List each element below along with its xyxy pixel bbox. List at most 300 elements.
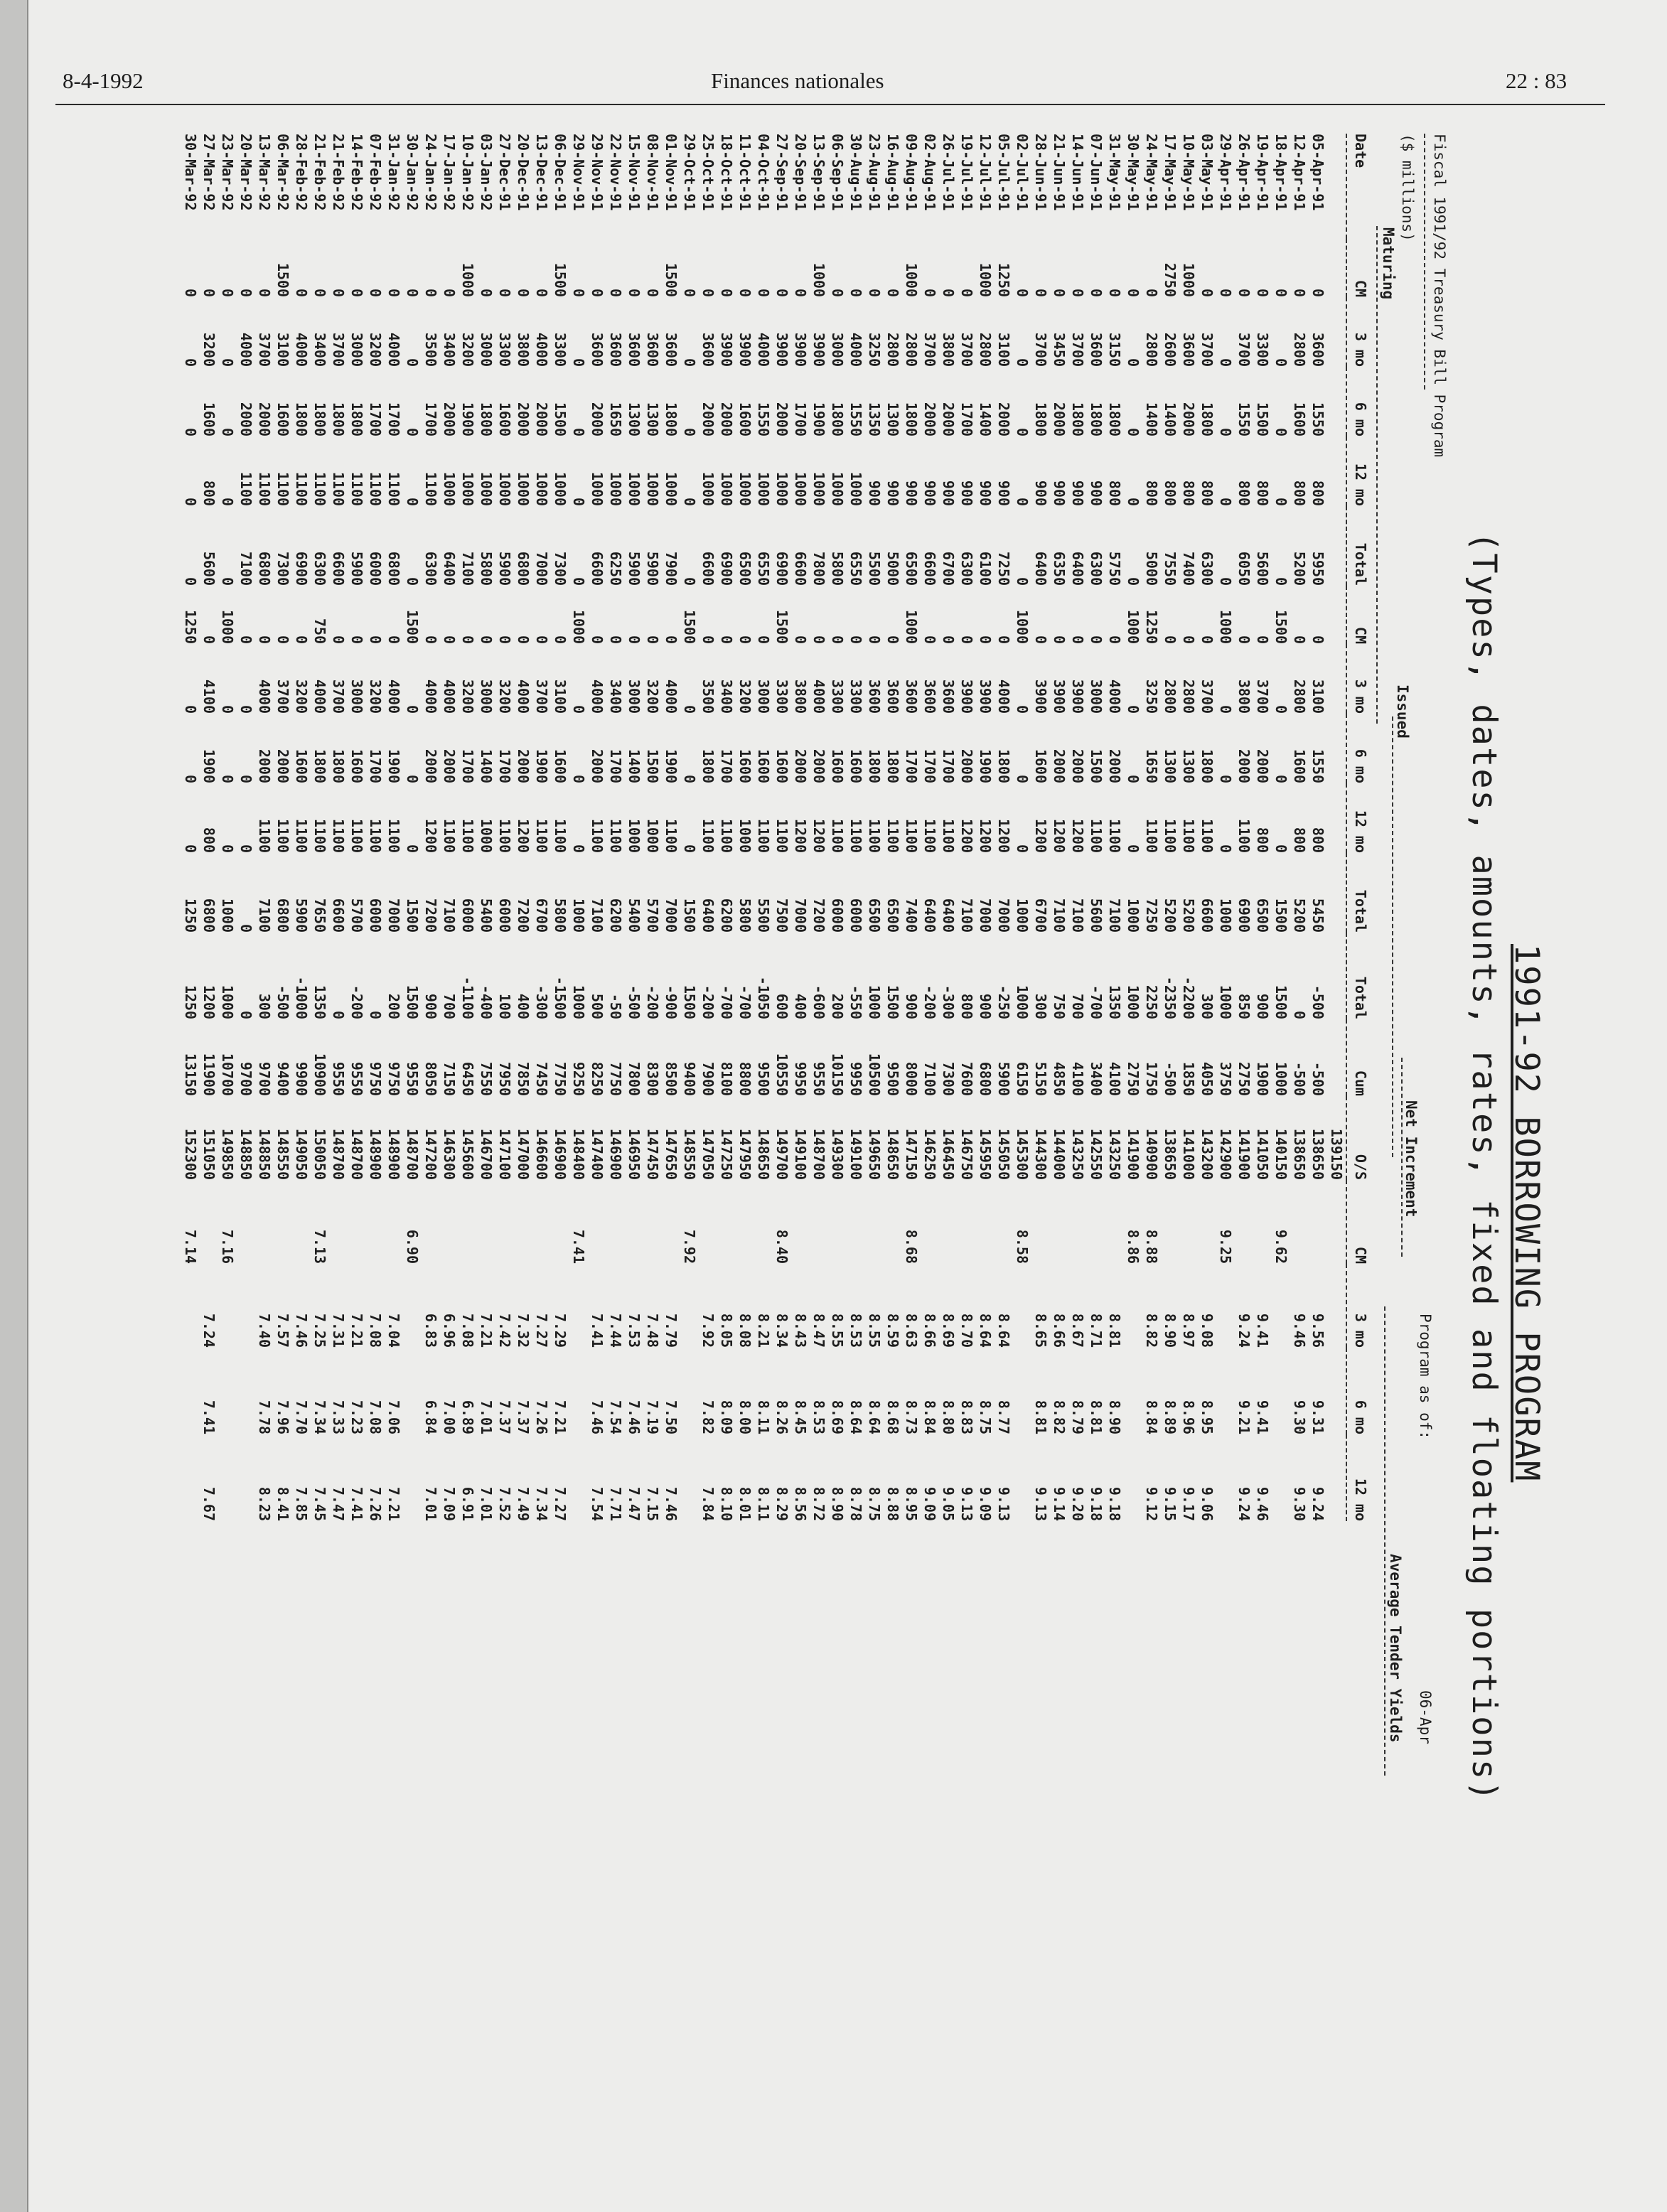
table-cell xyxy=(1216,1264,1235,1348)
table-cell: 3700 xyxy=(921,332,938,367)
table-cell: 0 xyxy=(422,288,439,297)
table-cell: 3700 xyxy=(1032,332,1049,367)
table-cell xyxy=(551,1180,569,1264)
table-cell: 900 xyxy=(995,480,1012,506)
table-cell: 1100 xyxy=(903,818,920,853)
table-cell: 0 xyxy=(404,704,421,714)
table-cell: 138650 xyxy=(1291,1128,1308,1180)
table-cell: 8.80 xyxy=(940,1400,957,1434)
table-cell: 0 xyxy=(1106,635,1123,644)
table-cell xyxy=(477,1180,495,1264)
table-cell: 7.34 xyxy=(533,1486,550,1521)
table-cell: 0 xyxy=(237,923,254,933)
table-cell: 1100 xyxy=(1199,818,1216,853)
table-cell: 1600 xyxy=(274,402,291,436)
table-cell: 2800 xyxy=(977,332,994,367)
table-cell: 0 xyxy=(182,844,199,853)
table-cell: 6500 xyxy=(903,551,920,586)
table-cell: 0 xyxy=(1162,635,1179,644)
table-cell: 2000 xyxy=(773,402,790,436)
table-cell: 0 xyxy=(219,576,236,586)
table-cell: 0 xyxy=(219,497,236,506)
table-row xyxy=(329,134,348,1521)
table-cell: 1000 xyxy=(478,818,495,853)
table-cell: 3200 xyxy=(459,679,476,714)
table-cell: 1100 xyxy=(829,818,846,853)
table-row xyxy=(292,134,311,1521)
table-cell: 8300 xyxy=(644,1061,661,1096)
table-cell: 0 xyxy=(866,635,883,644)
table-cell: 8.73 xyxy=(903,1400,920,1434)
table-cell: 0 xyxy=(681,288,698,297)
table-cell: 6000 xyxy=(829,898,846,933)
table-cell: 0 xyxy=(533,635,550,644)
table-cell: 7.08 xyxy=(367,1313,384,1348)
table-cell: 1000 xyxy=(810,471,827,506)
table-cell: 3000 xyxy=(478,332,495,367)
table-cell: 7200 xyxy=(422,898,439,933)
table-cell: 141000 xyxy=(1180,1128,1197,1180)
table-cell: 4000 xyxy=(589,679,606,714)
table-cell: 05-Apr-91 xyxy=(1309,134,1326,211)
table-cell: 0 xyxy=(515,635,532,644)
table-cell: 145300 xyxy=(1014,1128,1031,1180)
table-cell: 0 xyxy=(681,427,698,436)
table-cell: 1400 xyxy=(478,748,495,783)
table-cell: 4000 xyxy=(311,679,328,714)
table-cell: 1600 xyxy=(552,748,569,783)
table-cell: 0 xyxy=(404,844,421,853)
table-cell: 0 xyxy=(478,635,495,644)
table-cell: 2000 xyxy=(256,402,273,436)
table-cell: 8.26 xyxy=(773,1400,790,1434)
table-cell xyxy=(921,1180,939,1264)
table-cell: 5800 xyxy=(478,551,495,586)
table-cell: 6500 xyxy=(884,898,901,933)
table-cell: 23-Aug-91 xyxy=(866,134,883,211)
table-cell: 1500 xyxy=(274,262,291,297)
table-cell: 0 xyxy=(755,288,772,297)
table-row xyxy=(274,134,292,1521)
table-cell: 6800 xyxy=(274,898,291,933)
table-cell: 5700 xyxy=(348,898,365,933)
table-cell: 2800 xyxy=(1180,679,1197,714)
table-cell: 0 xyxy=(404,576,421,586)
table-cell: 0 xyxy=(1125,427,1142,436)
table-cell: 8.82 xyxy=(1143,1313,1160,1348)
table-cell: 150050 xyxy=(311,1128,328,1180)
table-cell: 1800 xyxy=(330,402,347,436)
table-cell: 18-Apr-91 xyxy=(1272,134,1290,211)
table-cell: 700 xyxy=(1069,993,1086,1019)
table-cell xyxy=(1327,933,1346,1019)
table-cell: 1000 xyxy=(626,471,643,506)
table-cell xyxy=(588,1180,606,1264)
table-cell: 6550 xyxy=(755,551,772,586)
table-cell: 3700 xyxy=(330,332,347,367)
table-cell: 21-Feb-92 xyxy=(311,134,328,211)
table-cell: 1000 xyxy=(644,471,661,506)
table-cell: 1650 xyxy=(1143,748,1160,783)
table-cell: 0 xyxy=(404,774,421,783)
table-cell: 1000 xyxy=(607,471,624,506)
table-cell: 8.01 xyxy=(736,1486,754,1521)
table-cell: 07-Jun-91 xyxy=(1088,134,1105,211)
table-cell: 6800 xyxy=(200,898,218,933)
table-cell: 5600 xyxy=(200,551,218,586)
table-cell xyxy=(1272,1348,1290,1434)
table-cell: 2750 xyxy=(1162,262,1179,297)
table-cell: 0 xyxy=(1235,288,1253,297)
table-cell: 2800 xyxy=(1291,679,1308,714)
table-cell: 0 xyxy=(644,288,661,297)
table-cell: 1800 xyxy=(903,402,920,436)
table-cell: 8.66 xyxy=(921,1313,938,1348)
table-cell: 6500 xyxy=(1254,898,1271,933)
table-cell: 8.89 xyxy=(1162,1400,1179,1434)
table-cell xyxy=(680,1264,699,1348)
table-cell: 4000 xyxy=(810,679,827,714)
table-cell: 7.01 xyxy=(478,1400,495,1434)
table-cell: 0 xyxy=(1014,844,1031,853)
table-cell: 1000 xyxy=(570,609,587,644)
table-cell: 1500 xyxy=(552,402,569,436)
table-cell: 600 xyxy=(773,993,790,1019)
table-cell: 9950 xyxy=(847,1061,864,1096)
table-cell: 13-Dec-91 xyxy=(533,134,550,211)
table-cell xyxy=(366,1180,385,1264)
table-cell: 3600 xyxy=(1309,332,1326,367)
table-cell: 1700 xyxy=(607,748,624,783)
table-cell: 2800 xyxy=(1291,332,1308,367)
table-cell: 0 xyxy=(1217,844,1234,853)
table-cell: 0 xyxy=(681,497,698,506)
table-cell: 0 xyxy=(1125,497,1142,506)
table-cell: 7.06 xyxy=(385,1400,402,1434)
table-cell: 2000 xyxy=(589,402,606,436)
table-cell: 2000 xyxy=(422,748,439,783)
table-cell: 900 xyxy=(866,480,883,506)
table-cell: 149300 xyxy=(829,1128,846,1180)
table-cell: 100 xyxy=(496,993,513,1019)
table-cell: 6800 xyxy=(515,551,532,586)
table-cell: 1000 xyxy=(496,471,513,506)
table-cell xyxy=(791,1180,810,1264)
table-cell: 0 xyxy=(958,288,975,297)
table-cell: 0 xyxy=(1217,427,1234,436)
table-cell: 1850 xyxy=(1180,1061,1197,1096)
table-cell: 7900 xyxy=(663,551,680,586)
table-cell xyxy=(1068,1180,1087,1264)
group-maturing: Maturing xyxy=(1380,227,1397,300)
table-cell: 13150 xyxy=(182,1053,199,1096)
table-row xyxy=(680,134,699,1521)
table-cell: 1000 xyxy=(1014,609,1031,644)
table-cell: 147000 xyxy=(515,1128,532,1180)
table-cell: 140150 xyxy=(1272,1128,1290,1180)
table-cell: 1900 xyxy=(385,748,402,783)
binding-edge xyxy=(0,0,28,2212)
table-cell: 7.53 xyxy=(626,1313,643,1348)
table-cell: 8.81 xyxy=(1032,1400,1049,1434)
table-cell: 7.85 xyxy=(293,1486,310,1521)
table-cell: 1100 xyxy=(385,471,402,506)
table-cell: 7.78 xyxy=(256,1400,273,1434)
table-cell: 146900 xyxy=(607,1128,624,1180)
column-header: Total xyxy=(1346,933,1374,1019)
table-cell: 2000 xyxy=(256,748,273,783)
column-header: 12 mo xyxy=(1346,1434,1374,1521)
table-cell: 7.84 xyxy=(700,1486,717,1521)
table-cell: 1100 xyxy=(773,818,790,853)
table-cell: 6300 xyxy=(1199,551,1216,586)
table-cell: -500 xyxy=(1162,1061,1179,1096)
table-cell: 0 xyxy=(404,288,421,297)
table-cell: 1100 xyxy=(274,471,291,506)
table-cell: 3200 xyxy=(200,332,218,367)
table-cell: 800 xyxy=(200,480,218,506)
table-cell: 05-Jul-91 xyxy=(995,134,1012,211)
table-cell xyxy=(532,1180,551,1264)
table-cell: 8.64 xyxy=(995,1313,1012,1348)
table-cell: 0 xyxy=(755,635,772,644)
table-cell: 3900 xyxy=(977,679,994,714)
table-cell: 7.54 xyxy=(589,1486,606,1521)
table-cell: 7.23 xyxy=(348,1400,365,1434)
table-cell: 1250 xyxy=(182,984,199,1019)
table-cell: 1100 xyxy=(1143,818,1160,853)
table-cell: 0 xyxy=(589,288,606,297)
table-cell: 9.15 xyxy=(1162,1486,1179,1521)
table-cell: 0 xyxy=(866,288,883,297)
table-cell: 149700 xyxy=(773,1128,790,1180)
table-cell: 3600 xyxy=(884,679,901,714)
table-cell: 1000 xyxy=(829,471,846,506)
table-cell: 15-Nov-91 xyxy=(626,134,643,211)
table-cell: 4000 xyxy=(422,679,439,714)
table-cell: 7450 xyxy=(533,1061,550,1096)
table-cell: 22-Nov-91 xyxy=(607,134,624,211)
table-cell: 1500 xyxy=(663,262,680,297)
table-cell: 0 xyxy=(829,635,846,644)
table-cell: 0 xyxy=(237,1010,254,1019)
table-cell: 7.25 xyxy=(311,1313,328,1348)
table-row xyxy=(939,134,958,1521)
table-cell: 1600 xyxy=(1291,402,1308,436)
table-cell: 3200 xyxy=(496,679,513,714)
table-cell xyxy=(958,1180,976,1264)
table-cell: 7000 xyxy=(385,898,402,933)
table-cell: 9.21 xyxy=(1235,1400,1253,1434)
table-cell: 02-Jul-91 xyxy=(1014,134,1031,211)
table-cell: 9.18 xyxy=(1088,1486,1105,1521)
table-cell: 0 xyxy=(644,635,661,644)
table-cell xyxy=(1272,1264,1290,1348)
table-cell: 800 xyxy=(200,827,218,853)
table-cell: 3600 xyxy=(903,679,920,714)
table-cell: 147650 xyxy=(663,1128,680,1180)
table-cell: 146600 xyxy=(533,1128,550,1180)
group-issued: Issued xyxy=(1394,684,1411,739)
table-cell: 1600 xyxy=(755,748,772,783)
table-cell: 0 xyxy=(570,704,587,714)
table-cell: 3100 xyxy=(552,679,569,714)
table-row xyxy=(1161,134,1179,1521)
table-cell: 3700 xyxy=(533,679,550,714)
table-cell: 5000 xyxy=(884,551,901,586)
table-cell: 1100 xyxy=(940,818,957,853)
table-cell xyxy=(939,1180,958,1264)
table-cell: 6600 xyxy=(589,551,606,586)
table-cell: 0 xyxy=(1125,844,1142,853)
table-cell: 3800 xyxy=(515,332,532,367)
table-cell: 1200 xyxy=(958,818,975,853)
table-row xyxy=(699,134,717,1521)
table-cell: 1500 xyxy=(644,748,661,783)
table-cell: 145050 xyxy=(995,1128,1012,1180)
table-cell: 2000 xyxy=(237,402,254,436)
table-cell: 7850 xyxy=(515,1061,532,1096)
table-row xyxy=(736,134,754,1521)
table-cell: 900 xyxy=(422,993,439,1019)
table-cell: 3700 xyxy=(256,332,273,367)
table-cell: 3400 xyxy=(1088,1061,1105,1096)
table-cell: 0 xyxy=(1309,635,1326,644)
table-cell: 0 xyxy=(570,358,587,367)
table-cell: 7.37 xyxy=(496,1400,513,1434)
table-cell: -500 xyxy=(274,984,291,1019)
table-cell: 0 xyxy=(940,635,957,644)
table-cell: 300 xyxy=(256,993,273,1019)
table-cell: 7.04 xyxy=(385,1313,402,1348)
table-cell: 11900 xyxy=(200,1053,218,1096)
table-cell: 0 xyxy=(1032,288,1049,297)
table-cell: -50 xyxy=(607,993,624,1019)
table-cell: 1800 xyxy=(1199,748,1216,783)
table-cell: 0 xyxy=(1180,635,1197,644)
table-cell: 800 xyxy=(1235,480,1253,506)
table-cell: 9.17 xyxy=(1180,1486,1197,1521)
table-cell: 1500 xyxy=(404,984,421,1019)
table-cell: 3600 xyxy=(921,679,938,714)
table-cell: 0 xyxy=(330,288,347,297)
table-cell: 0 xyxy=(200,635,218,644)
table-row xyxy=(200,134,218,1521)
table-row xyxy=(754,134,773,1521)
table-cell: 1800 xyxy=(1106,402,1123,436)
table-cell: 1000 xyxy=(903,262,920,297)
table-cell: 8.71 xyxy=(1088,1313,1105,1348)
table-cell: 7.32 xyxy=(515,1313,532,1348)
rotated-table-block xyxy=(139,134,1560,1953)
table-cell: 1000 xyxy=(1180,262,1197,297)
table-cell: 2000 xyxy=(1106,748,1123,783)
table-cell: 900 xyxy=(1032,480,1049,506)
table-cell: 9.62 xyxy=(1272,1229,1290,1264)
table-cell: 0 xyxy=(274,635,291,644)
table-cell: 1800 xyxy=(700,748,717,783)
table-cell: 142550 xyxy=(1088,1128,1105,1180)
table-cell: 6.89 xyxy=(459,1400,476,1434)
table-cell: 900 xyxy=(1051,480,1068,506)
table-cell: 147200 xyxy=(422,1128,439,1180)
table-cell xyxy=(1327,586,1346,644)
table-header-row xyxy=(1346,134,1374,1521)
table-cell: 1100 xyxy=(441,818,458,853)
table-cell: 149100 xyxy=(792,1128,809,1180)
table-cell: 7.14 xyxy=(182,1229,199,1264)
table-cell: 1100 xyxy=(884,818,901,853)
table-cell: 8.75 xyxy=(866,1486,883,1521)
table-cell: 9.31 xyxy=(1309,1400,1326,1434)
program-as-of-label: Program as of: xyxy=(1417,1314,1434,1440)
table-cell: 9550 xyxy=(348,1061,365,1096)
table-cell xyxy=(1327,644,1346,714)
table-cell xyxy=(1105,1180,1124,1264)
table-row xyxy=(958,134,976,1521)
table-cell: 900 xyxy=(1069,480,1086,506)
table-cell: 5800 xyxy=(736,898,754,933)
table-cell: 7100 xyxy=(1106,898,1123,933)
table-cell: 5500 xyxy=(866,551,883,586)
table-cell xyxy=(218,1434,237,1521)
table-cell: 1100 xyxy=(367,818,384,853)
table-cell: 0 xyxy=(182,774,199,783)
table-cell: 900 xyxy=(921,480,938,506)
table-cell: 1300 xyxy=(626,402,643,436)
table-cell: 7.15 xyxy=(644,1486,661,1521)
table-cell: 0 xyxy=(237,288,254,297)
table-cell: 0 xyxy=(237,635,254,644)
table-cell: 1350 xyxy=(1106,984,1123,1019)
table-cell: 7.31 xyxy=(330,1313,347,1348)
table-cell xyxy=(1235,1180,1253,1264)
table-cell: 152300 xyxy=(182,1128,199,1180)
table-cell: 3200 xyxy=(367,332,384,367)
table-cell: -250 xyxy=(995,984,1012,1019)
table-cell: 21-Jun-91 xyxy=(1051,134,1068,211)
table-cell: 2000 xyxy=(1051,402,1068,436)
table-cell: 7.71 xyxy=(607,1486,624,1521)
table-cell: 0 xyxy=(1272,427,1290,436)
table-cell: 7.34 xyxy=(311,1400,328,1434)
table-cell: 9700 xyxy=(237,1061,254,1096)
table-cell xyxy=(810,1180,828,1264)
table-cell: 6400 xyxy=(921,898,938,933)
table-cell: 7.47 xyxy=(626,1486,643,1521)
table-cell: 0 xyxy=(700,635,717,644)
column-header: 6 mo xyxy=(1346,714,1374,783)
table-cell: 7800 xyxy=(810,551,827,586)
table-cell: 7.19 xyxy=(644,1400,661,1434)
fiscal-rule xyxy=(1424,134,1425,390)
table-cell: 8.55 xyxy=(866,1313,883,1348)
table-cell: 140900 xyxy=(1143,1128,1160,1180)
table-cell: 9.24 xyxy=(1309,1486,1326,1521)
table-cell: 27-Dec-91 xyxy=(496,134,513,211)
table-cell: 3700 xyxy=(1235,332,1253,367)
table-cell: 0 xyxy=(626,288,643,297)
table-cell: 1000 xyxy=(718,471,735,506)
table-cell: 7.21 xyxy=(385,1486,402,1521)
table-cell: 7000 xyxy=(792,898,809,933)
table-cell: 1600 xyxy=(200,402,218,436)
table-cell: -550 xyxy=(847,984,864,1019)
table-cell: 1000 xyxy=(570,984,587,1019)
table-cell: 08-Nov-91 xyxy=(644,134,661,211)
table-row xyxy=(1050,134,1068,1521)
table-cell: 3200 xyxy=(367,679,384,714)
